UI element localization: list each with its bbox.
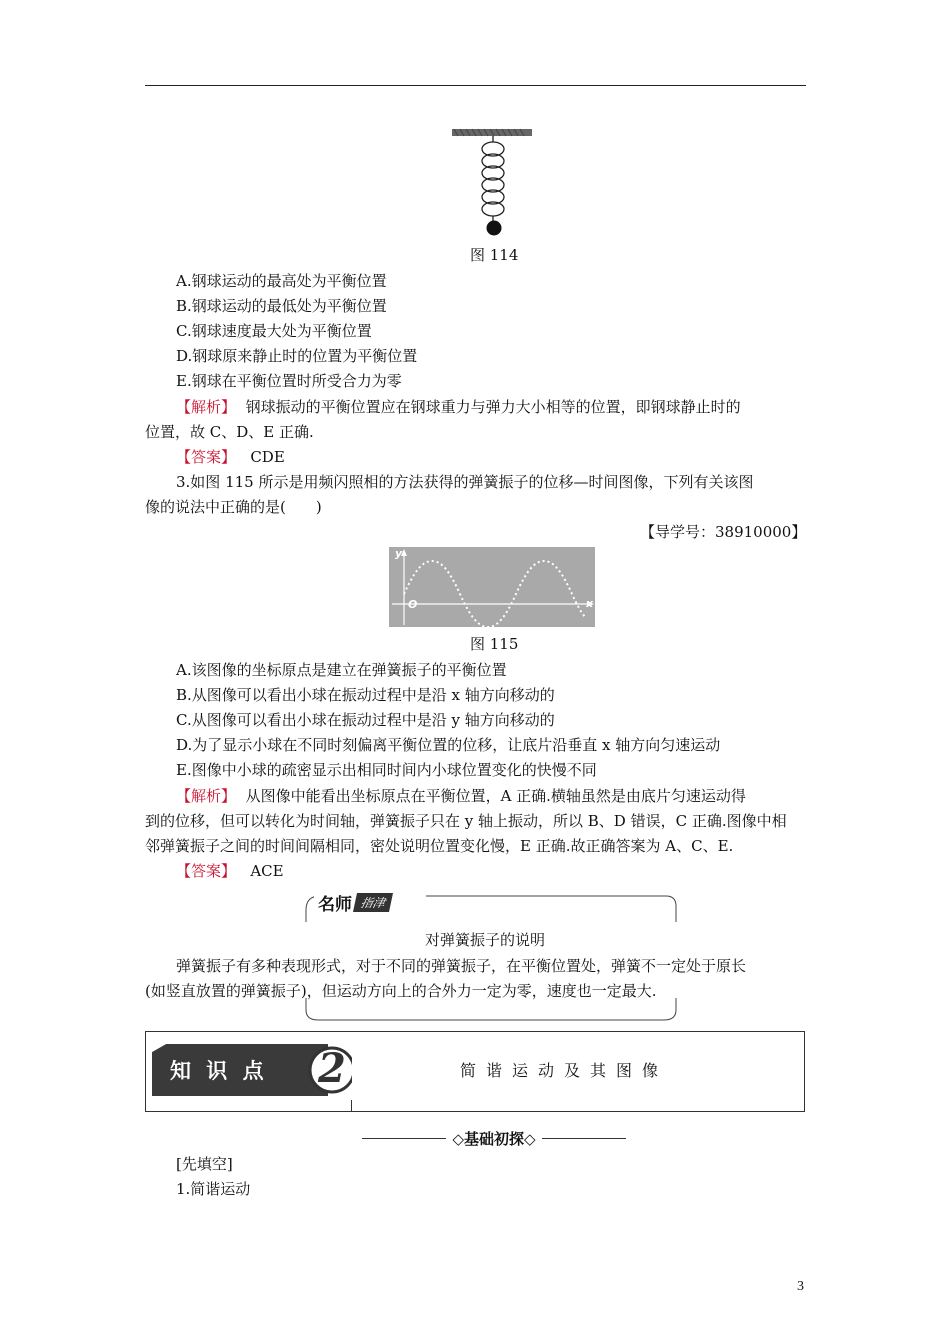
- answer-tag: 【答案】: [176, 448, 237, 466]
- badge-sub-text: 指津: [353, 893, 393, 912]
- basics-divider: [362, 1128, 626, 1149]
- header-rule: [145, 85, 806, 86]
- q2-option-a: A.钢球运动的最高处为平衡位置: [176, 272, 387, 290]
- badge-main-text: 名师: [318, 894, 352, 915]
- analysis-tag: 【解析】: [176, 398, 237, 416]
- steel-ball: [487, 221, 502, 236]
- q2-analysis-line2: 位置，故 C、D、E 正确.: [145, 423, 314, 441]
- figure-114-caption: 图 114: [470, 246, 519, 264]
- figure-115-caption: 图 115: [470, 635, 519, 653]
- q2-option-e: E.钢球在平衡位置时所受合力为零: [176, 372, 402, 390]
- q3-option-a: A.该图像的坐标原点是建立在弹簧振子的平衡位置: [176, 661, 507, 679]
- spring-ball-figure: [440, 125, 550, 240]
- item-1-heading: 1.简谐运动: [176, 1180, 251, 1198]
- q3-stem-line1: 3.如图 115 所示是用频闪照相的方法获得的弹簧振子的位移—时间图像，下列有关该图: [176, 473, 754, 491]
- knowledge-point-label: 知 识 点: [170, 1059, 268, 1083]
- section-divider-tick: [351, 1100, 352, 1112]
- sine-graph-figure: [389, 547, 595, 627]
- q3-option-d: D.为了显示小球在不同时刻偏离平衡位置的位移，让底片沿垂直 x 轴方向匀速运动: [176, 736, 721, 754]
- origin-label: O: [408, 598, 418, 611]
- q3-option-e: E.图像中小球的疏密显示出相同时间内小球位置变化的快慢不同: [176, 761, 597, 779]
- q3-analysis-line3: 邻弹簧振子之间的时间间隔相同，密处说明位置变化慢，E 正确.故正确答案为 A、C、E.: [145, 837, 734, 855]
- q3-option-c: C.从图像可以看出小球在振动过程中是沿 y 轴方向移动的: [176, 711, 555, 729]
- q2-option-d: D.钢球原来静止时的位置为平衡位置: [176, 347, 418, 365]
- analysis-tag: 【解析】: [176, 787, 237, 805]
- basics-label: ◇基础初探◇: [452, 1130, 536, 1148]
- guide-number: 【导学号：38910000】: [640, 523, 807, 541]
- q2-option-b: B.钢球运动的最低处为平衡位置: [176, 297, 387, 315]
- q2-option-c: C.钢球速度最大处为平衡位置: [176, 322, 372, 340]
- q2-answer: [176, 447, 285, 467]
- q3-option-b: B.从图像可以看出小球在振动过程中是沿 x 轴方向移动的: [176, 686, 555, 704]
- q2-analysis-line1: [176, 397, 741, 417]
- knowledge-point-title: 简谐运动及其图像: [460, 1061, 669, 1080]
- y-axis-label: y: [395, 547, 403, 560]
- q3-analysis-line2: 到的位移，但可以转化为时间轴，弹簧振子只在 y 轴上振动，所以 B、D 错误，C 正确.图像中相: [145, 812, 787, 830]
- spring-coil: [482, 136, 504, 222]
- q3-analysis-line1: [176, 786, 746, 806]
- fill-first-label: [先填空]: [176, 1155, 233, 1173]
- q3-analysis-text1: 从图像中能看出坐标原点在平衡位置，A 正确.横轴虽然是由底片匀速运动得: [245, 787, 746, 805]
- q2-analysis-text1: 钢球振动的平衡位置应在钢球重力与弹力大小相等的位置，即钢球静止时的: [245, 398, 741, 416]
- q3-stem-line2: 像的说法中正确的是( ): [145, 498, 322, 516]
- teacher-note-title: 对弹簧振子的说明: [425, 931, 546, 949]
- x-axis-label: x: [586, 597, 594, 610]
- knowledge-point-number: 2: [318, 1045, 346, 1092]
- answer-tag: 【答案】: [176, 862, 237, 880]
- teacher-note-line2: (如竖直放置的弹簧振子)，但运动方向上的合外力一定为零，速度也一定最大.: [145, 982, 657, 1000]
- page-number: 3: [797, 1279, 804, 1294]
- q3-answer: [176, 861, 284, 881]
- q3-answer-value: ACE: [250, 862, 284, 880]
- teacher-note-line1: 弹簧振子有多种表现形式，对于不同的弹簧振子，在平衡位置处，弹簧不一定处于原长: [176, 957, 747, 975]
- graph-background: [389, 547, 595, 627]
- teacher-note-badge: [318, 890, 391, 914]
- q2-answer-value: CDE: [250, 448, 285, 466]
